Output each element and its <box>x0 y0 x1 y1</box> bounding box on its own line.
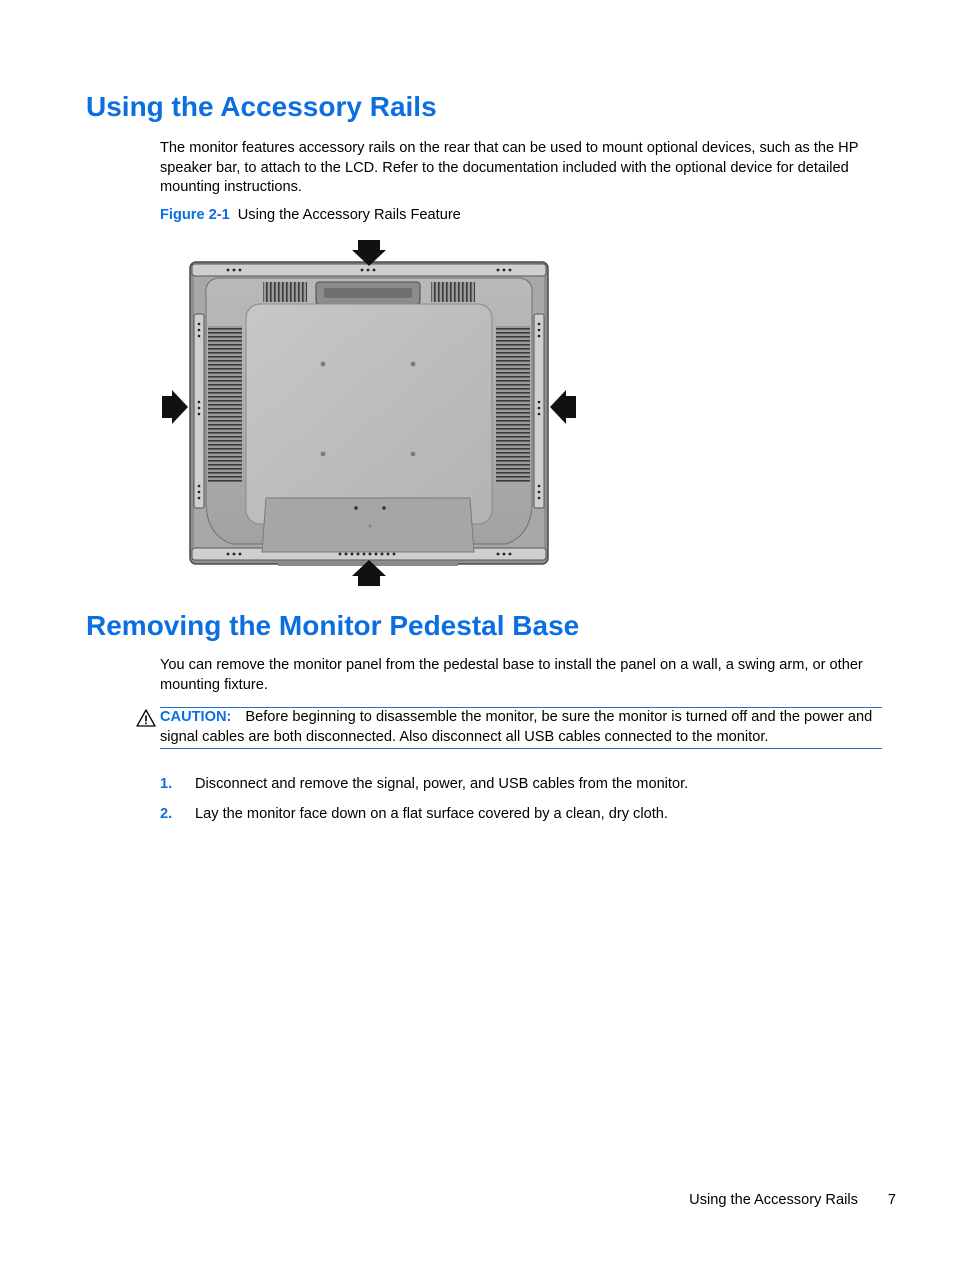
footer-section-title: Using the Accessory Rails <box>689 1192 858 1208</box>
step-text: Disconnect and remove the signal, power, and USB cables from the monitor. <box>195 776 689 792</box>
page-number: 7 <box>887 1192 896 1208</box>
figure-caption-text: Using the Accessory Rails Feature <box>237 207 461 223</box>
monitor-rear-illustration <box>158 236 578 588</box>
step-number: 1. <box>160 776 173 792</box>
caution-warning-icon <box>136 708 156 728</box>
step-text: Lay the monitor face down on a flat surface covered by a clean, dry cloth. <box>195 806 668 822</box>
caution-box <box>160 707 882 749</box>
step-number: 2. <box>160 806 173 822</box>
page-footer <box>689 1192 896 1208</box>
figure-caption <box>160 207 461 223</box>
caution-label: CAUTION: <box>160 709 232 725</box>
figure-label: Figure 2-1 <box>160 207 230 223</box>
pedestal-base-paragraph: You can remove the monitor panel from the pedestal base to install the panel on a wall, a swing arm, or other mounting fixture. <box>160 657 863 693</box>
section-heading-accessory-rails: Using the Accessory Rails <box>86 91 437 122</box>
section-heading-pedestal-base: Removing the Monitor Pedestal Base <box>86 610 580 641</box>
accessory-rails-paragraph: The monitor features accessory rails on the rear that can be used to mount optional devices, such as the HP speaker bar, to attach to the LCD. Refer to the documentation included with the optional device for detailed mounting instructions. <box>160 140 859 196</box>
caution-text: Before beginning to disassemble the monitor, be sure the monitor is turned off and the power and signal cables are both disconnected. Also disconnect all USB cables connected to the monitor. <box>160 709 873 745</box>
